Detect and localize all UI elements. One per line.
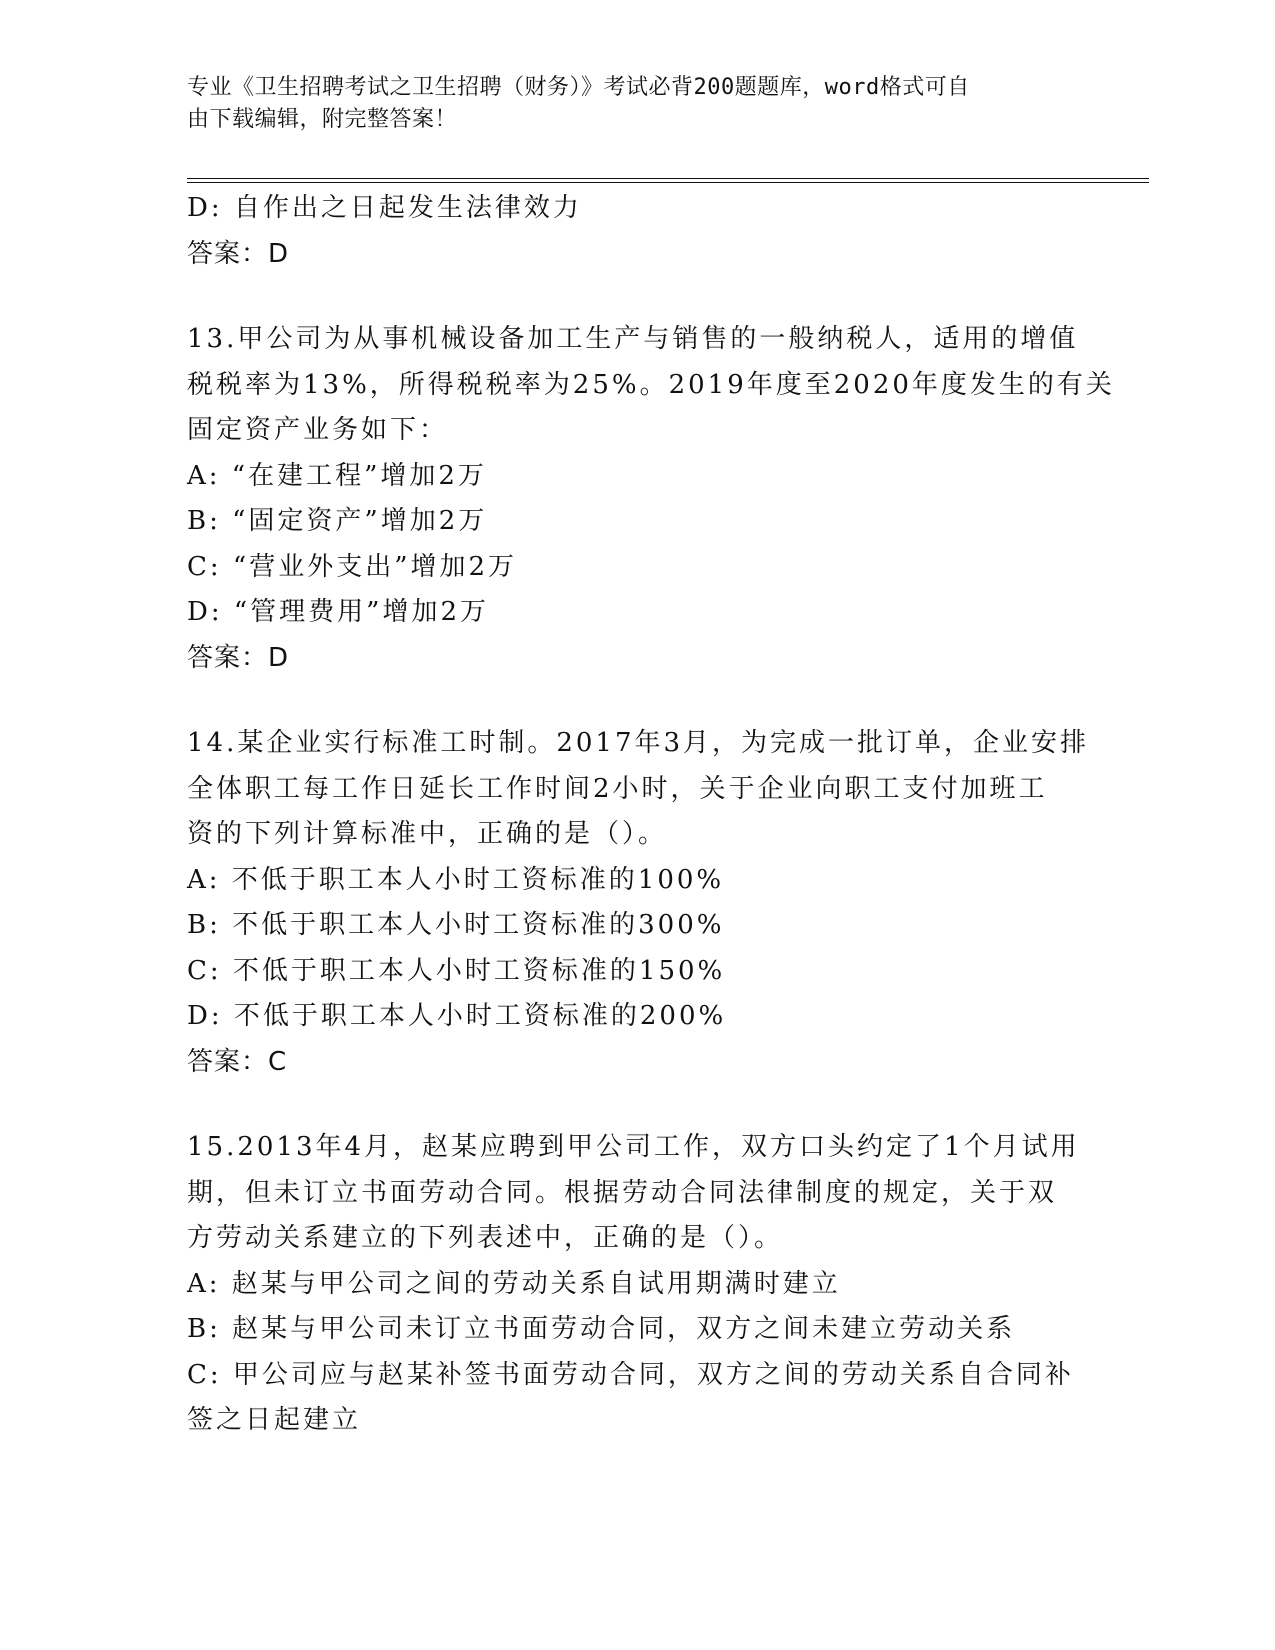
option-c: C: 甲公司应与赵某补签书面劳动合同，双方之间的劳动关系自合同补 bbox=[187, 1359, 1074, 1390]
question-stem-line: 固定资产业务如下： bbox=[187, 415, 449, 445]
question-stem-line: 税税率为13%，所得税税率为25%。2019年度至2020年度发生的有关 bbox=[187, 369, 1115, 400]
header-line-2: 由下载编辑，附完整答案！ bbox=[187, 107, 458, 132]
option-c: C: “营业外支出”增加2万 bbox=[187, 551, 518, 582]
option-d: D: 自作出之日起发生法律效力 bbox=[187, 193, 582, 223]
option-a: A: 赵某与甲公司之间的劳动关系自试用期满时建立 bbox=[187, 1268, 841, 1299]
option-d: D: “管理费用”增加2万 bbox=[187, 597, 489, 627]
question-15 bbox=[187, 1125, 1087, 1444]
question-stem-line: 全体职工每工作日延长工作时间2小时，关于企业向职工支付加班工 bbox=[187, 773, 1048, 804]
answer: 答案：D bbox=[187, 238, 290, 269]
page-header bbox=[187, 72, 1067, 136]
answer: 答案：C bbox=[187, 1046, 288, 1077]
option-b: B: 赵某与甲公司未订立书面劳动合同，双方之间未建立劳动关系 bbox=[187, 1314, 1016, 1344]
option-c-continued: 签之日起建立 bbox=[187, 1405, 362, 1435]
header-divider-top bbox=[187, 178, 1149, 179]
question-stem-line: 方劳动关系建立的下列表述中，正确的是（）。 bbox=[187, 1223, 784, 1253]
question-13 bbox=[187, 317, 1115, 681]
previous-question-tail bbox=[187, 186, 1087, 277]
header-line-1: 专业《卫生招聘考试之卫生招聘（财务）》考试必背200题题库，word格式可自 bbox=[187, 75, 970, 100]
option-d: D: 不低于职工本人小时工资标准的200% bbox=[187, 1001, 727, 1031]
question-14 bbox=[187, 721, 1090, 1085]
question-stem-line: 期，但未订立书面劳动合同。根据劳动合同法律制度的规定，关于双 bbox=[187, 1177, 1058, 1208]
option-c: C: 不低于职工本人小时工资标准的150% bbox=[187, 955, 726, 986]
question-stem-line: 资的下列计算标准中，正确的是（）。 bbox=[187, 819, 668, 849]
question-stem-line: 14.某企业实行标准工时制。2017年3月，为完成一批订单，企业安排 bbox=[187, 728, 1090, 758]
answer: 答案：D bbox=[187, 642, 290, 673]
option-a: A: 不低于职工本人小时工资标准的100% bbox=[187, 864, 725, 895]
question-stem-line: 15.2013年4月，赵某应聘到甲公司工作，双方口头约定了1个月试用 bbox=[187, 1132, 1080, 1162]
question-stem-line: 13.甲公司为从事机械设备加工生产与销售的一般纳税人，适用的增值 bbox=[187, 324, 1079, 354]
option-a: A: “在建工程”增加2万 bbox=[187, 460, 487, 491]
header-divider-bottom bbox=[187, 182, 1149, 183]
option-b: B: “固定资产”增加2万 bbox=[187, 506, 488, 536]
question-content bbox=[187, 186, 1115, 1444]
option-b: B: 不低于职工本人小时工资标准的300% bbox=[187, 910, 725, 940]
